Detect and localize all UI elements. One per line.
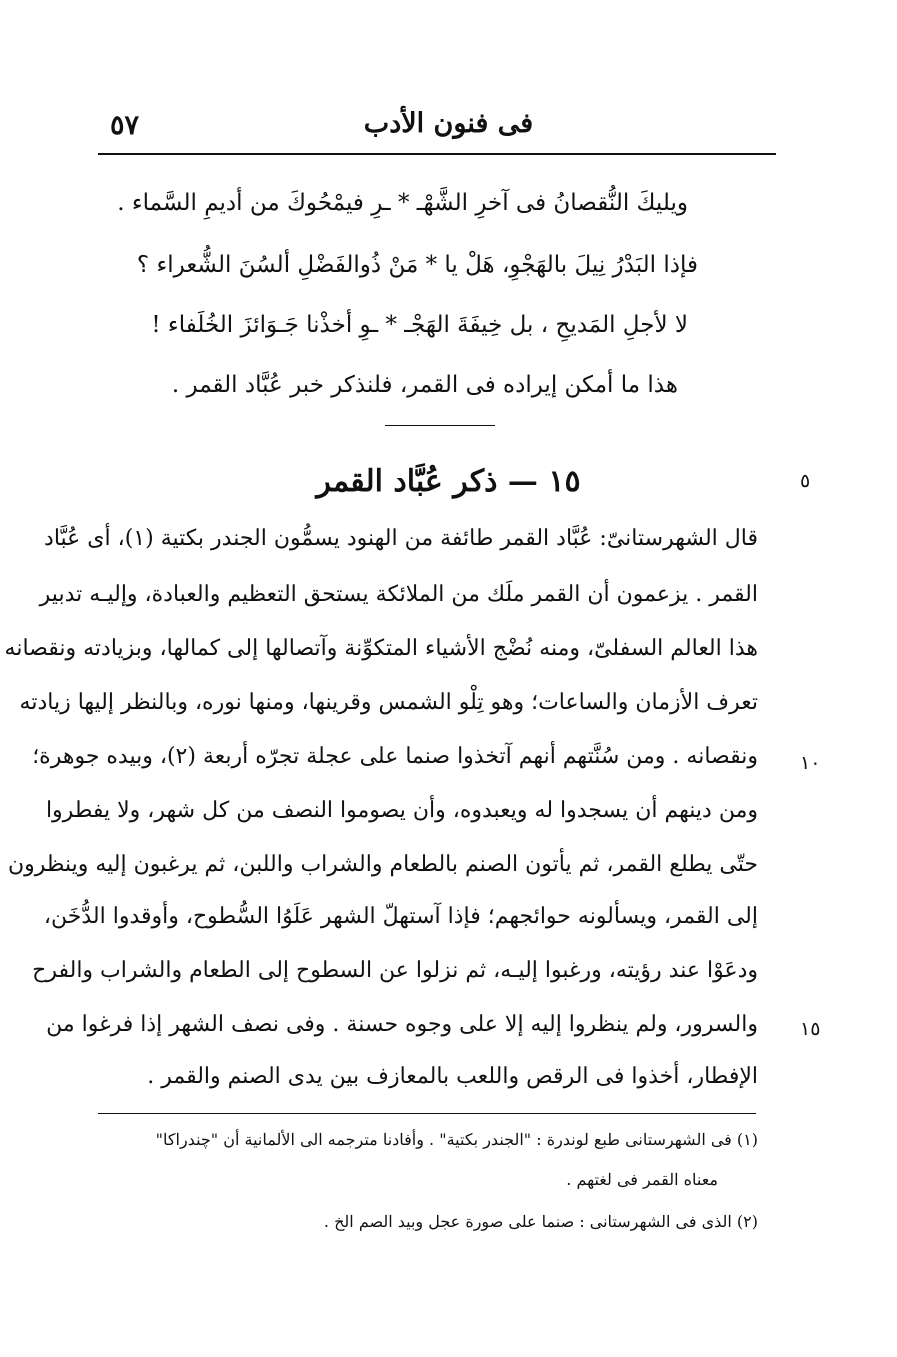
paragraph-line: والسرور، ولم ينظروا إليه إلا على وجوه حسنة . وفى نصف الشهر إذا فرغوا من xyxy=(46,1012,758,1037)
paragraph-line: ودعَوْا عند رؤيته، ورغبوا إليـه، ثم نزلوا عن السطوح إلى الطعام والشراب والفرح xyxy=(32,958,758,983)
paragraph-line: ومن دينهم أن يسجدوا له ويعبدوه، وأن يصوموا النصف من كل شهر، ولا يفطروا xyxy=(45,798,758,823)
footnote: (١) فى الشهرستانى طبع لوندرة : "الجندر بكتية" . وأفادنا مترجمه الى الألمانية أن "چندراكا" xyxy=(155,1130,758,1149)
footnote-continuation: معناه القمر فى لغتهم . xyxy=(566,1170,718,1189)
paragraph-line: القمر . يزعمون أن القمر ملَك من الملائكة يستحق التعظيم والعبادة، وإليـه تدبير xyxy=(39,582,758,607)
paragraph-line: الإفطار، أخذوا فى الرقص واللعب بالمعازف بين يدى الصنم والقمر . xyxy=(147,1064,758,1089)
paragraph-line: قال الشهرستانىّ: عُبَّاد القمر طائفة من الهنود يسمُّون الجندر بكتية (١)، أى عُبَّاد xyxy=(44,526,758,551)
verse-line: ويليكَ النُّقصانُ فى آخرِ الشَّهْـ * ـرِ فيمْحُوكَ من أديمِ السَّماء . xyxy=(117,190,688,216)
footnote-rule xyxy=(98,1113,756,1114)
verse-line: فإذا البَدْرُ نِيلَ بالهَجْوِ، هَلْ يا * مَنْ ذُوالفَضْلِ ألسُنَ الشُّعراء ؟ xyxy=(136,252,698,278)
verse-line: لا لأجلِ المَديحِ ، بل خِيفَةَ الهَجْـ * ـوِ أخذْنا جَـوَائزَ الخُلَفاء ! xyxy=(151,312,688,338)
paragraph-line: إلى القمر، ويسألونه حوائجهم؛ فإذا آستهلّ الشهر عَلَوُا السُّطوح، وأوقدوا الدُّخَن، xyxy=(43,904,758,929)
paragraph-line: ونقصانه . ومن سُنَّتهم أنهم آتخذوا صنما على عجلة تجرّه أربعة (٢)، وبيده جوهرة؛ xyxy=(32,744,758,769)
section-divider xyxy=(385,425,495,426)
paragraph-line: حتّى يطلع القمر، ثم يأتون الصنم بالطعام والشراب واللبن، ثم يرغبون إليه وينظرون xyxy=(7,852,758,877)
footnote: (٢) الذى فى الشهرستانى : صنما على صورة عجل وبيد الصم الخ . xyxy=(323,1212,758,1231)
line-number-margin: ٥ xyxy=(800,470,811,492)
page-number: ٥٧ xyxy=(110,110,140,141)
paragraph-line: هذا العالم السفلىّ، ومنه نُضْج الأشياء المتكوِّنة وآتصالها إلى كمالها، وبزيادته ونقصانه xyxy=(4,636,758,661)
running-title: فى فنون الأدب xyxy=(363,108,534,139)
line-number-margin: ١٠ xyxy=(800,752,821,774)
prose-line: هذا ما أمكن إيراده فى القمر، فلنذكر خبر عُبَّاد القمر . xyxy=(171,372,678,398)
line-number-margin: ١٥ xyxy=(800,1018,821,1040)
section-title: ١٥ — ذكر عُبَّاد القمر xyxy=(316,464,581,499)
paragraph-line: تعرف الأزمان والساعات؛ وهو تِلْو الشمس وقرينها، ومنها نوره، وبالنظر إليها زيادته xyxy=(19,690,758,715)
header-rule xyxy=(98,153,776,155)
